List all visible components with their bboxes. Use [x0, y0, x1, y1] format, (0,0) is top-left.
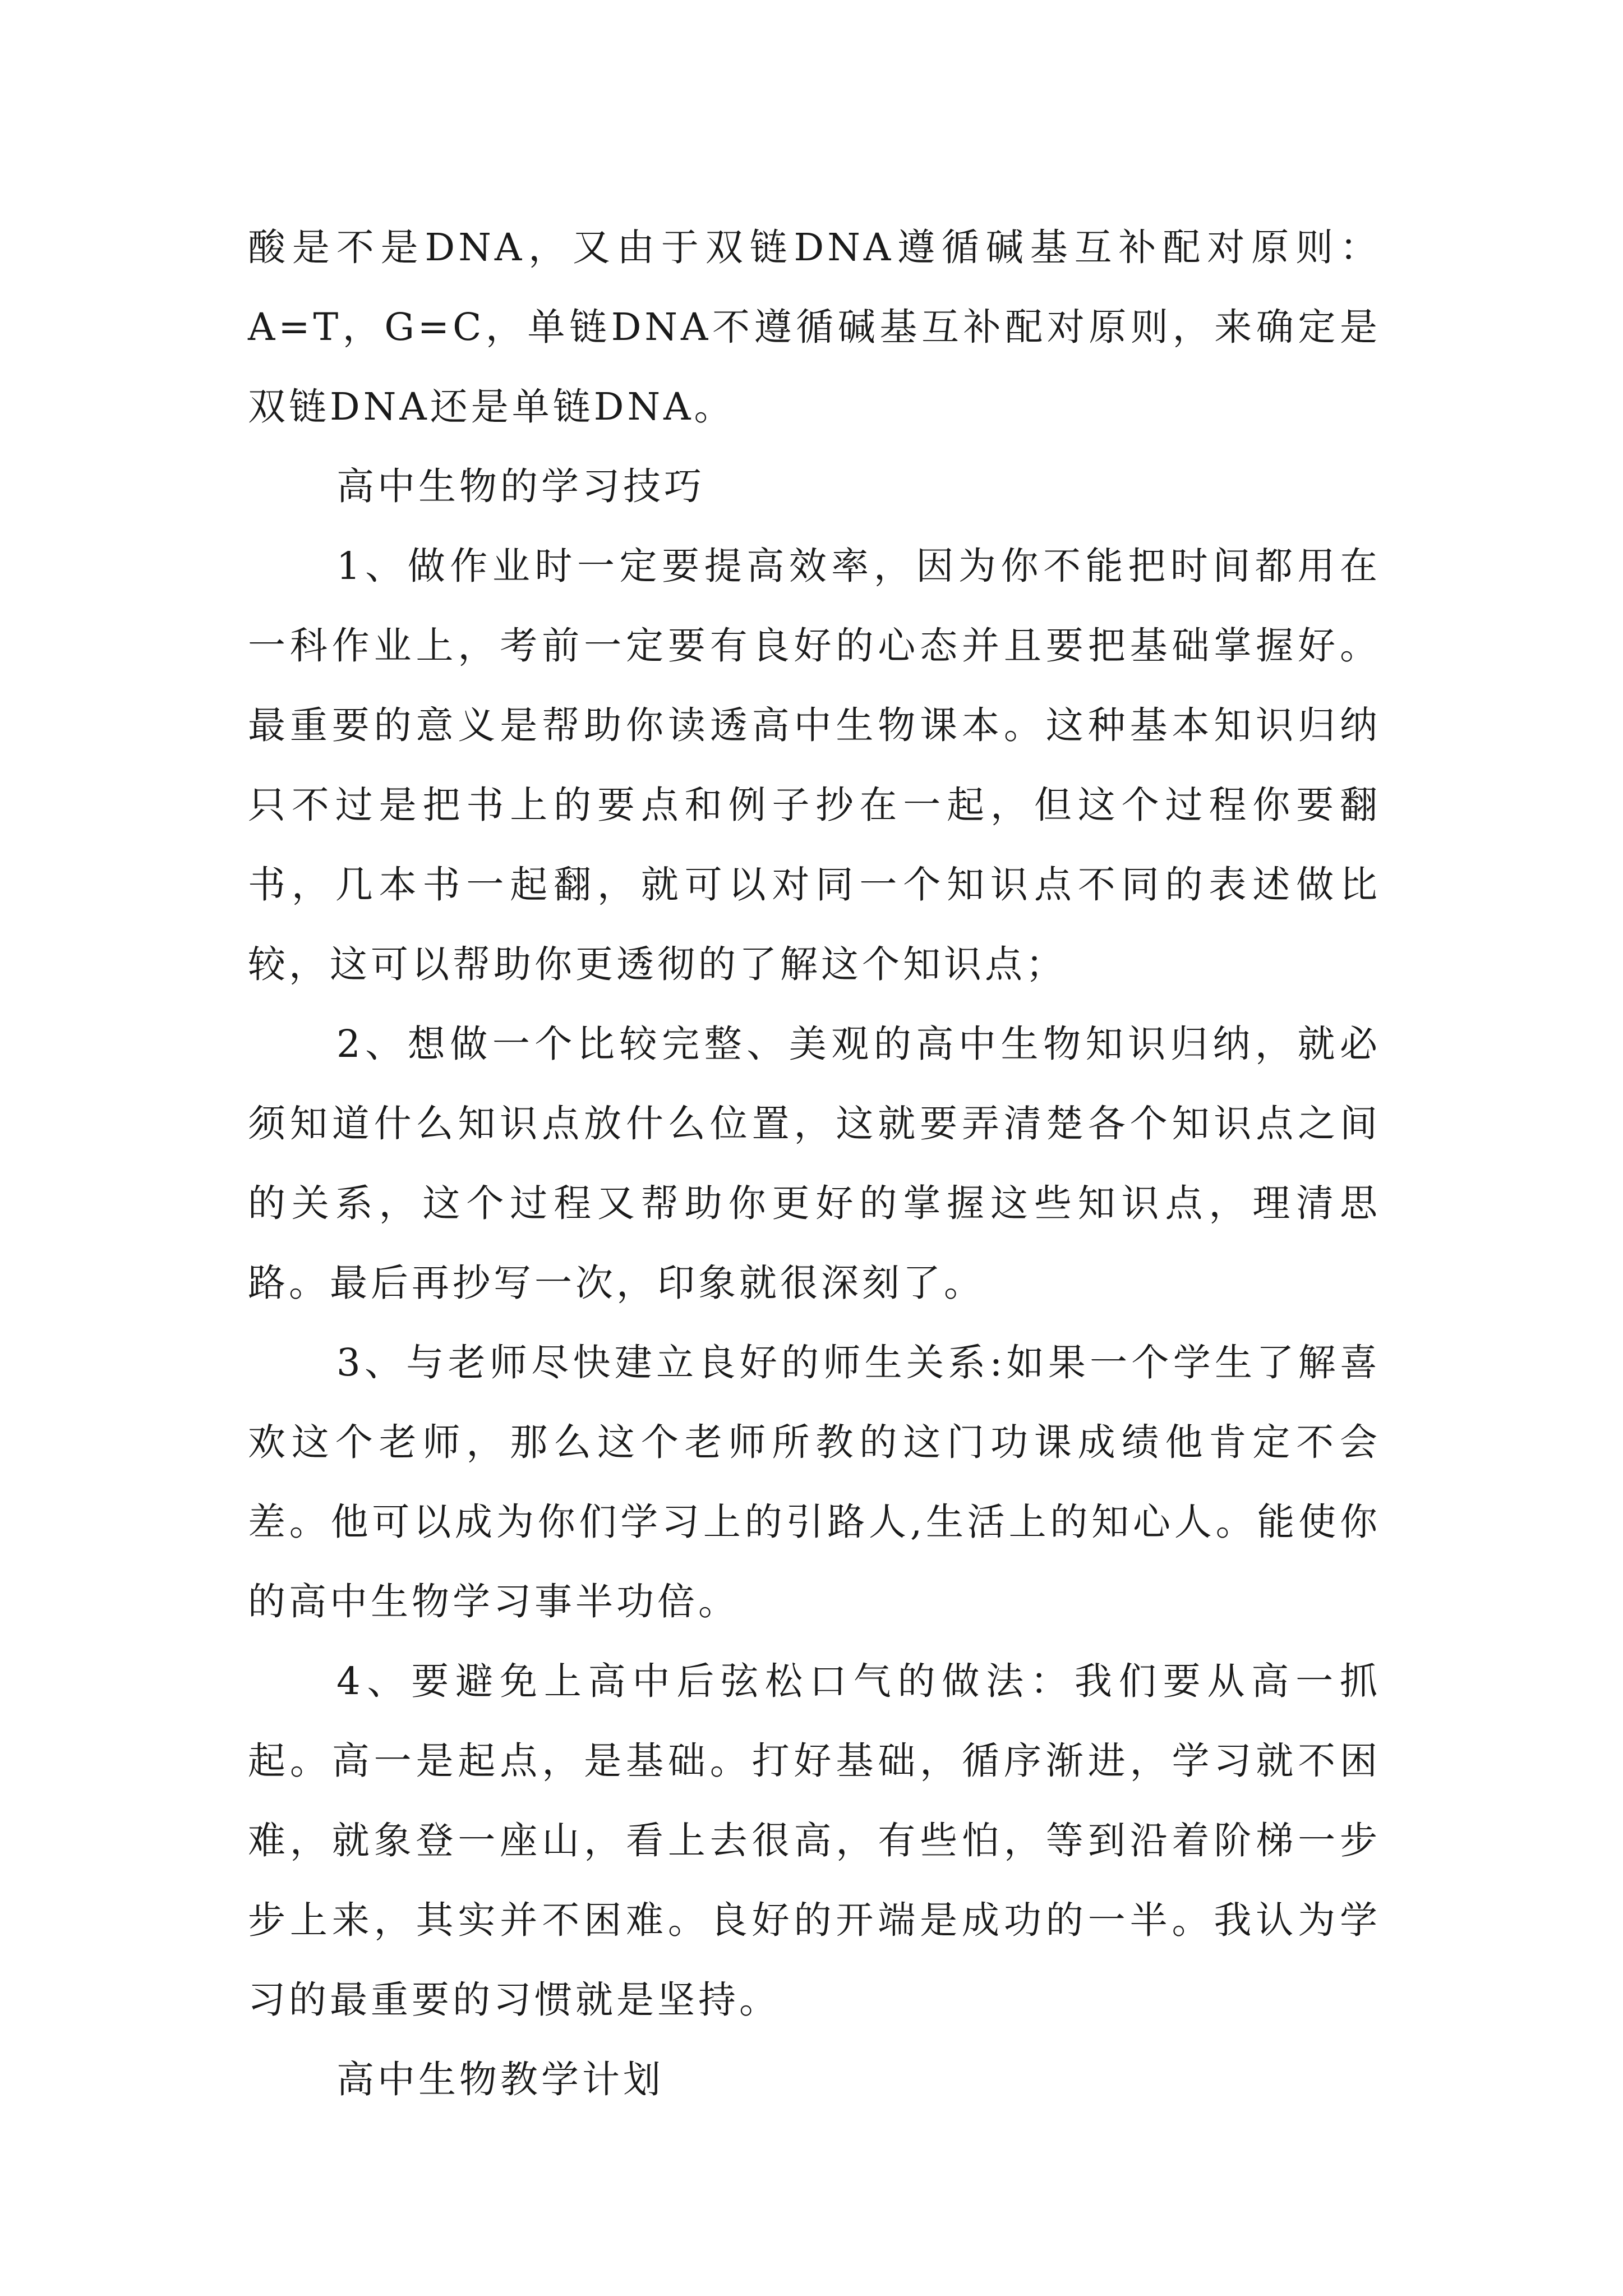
paragraph-tip-3: 3、与老师尽快建立良好的师生关系:如果一个学生了解喜欢这个老师，那么这个老师所教的这门功课成绩他肯定不会差。他可以成为你们学习上的引路人,生活上的知心人。能使你的高中生物学习事半功倍。: [248, 1341, 1381, 1623]
paragraph-tip-2: 2、想做一个比较完整、美观的高中生物知识归纳，就必须知道什么知识点放什么位置，这就要弄清楚各个知识点之间的关系，这个过程又帮助你更好的掌握这些知识点，理清思路。最后再抄写一次，印象就很深刻了。: [248, 1022, 1381, 1305]
paragraph-tip-1: 1、做作业时一定要提高效率，因为你不能把时间都用在一科作业上，考前一定要有良好的心态并且要把基础掌握好。最重要的意义是帮助你读透高中生物课本。这种基本知识归纳只不过是把书上的要点和例子抄在一起，但这个过程你要翻书，几本书一起翻，就可以对同一个知识点不同的表述做比较，这可以帮助你更透彻的了解这个知识点；: [248, 544, 1381, 986]
paragraph-tip-4: 4、要避免上高中后弦松口气的做法：我们要从高一抓起。高一是起点，是基础。打好基础，循序渐进，学习就不困难，就象登一座山，看上去很高，有些怕，等到沿着阶梯一步步上来，其实并不困难。良好的开端是成功的一半。我认为学习的最重要的习惯就是坚持。: [248, 1659, 1381, 2022]
body-text: [248, 208, 1381, 2119]
paragraph-dna-continuation: 酸是不是DNA，又由于双链DNA遵循碱基互补配对原则：A=T，G=C，单链DNA不遵循碱基互补配对原则，来确定是双链DNA还是单链DNA。: [248, 226, 1381, 429]
section-heading-teaching-plan: 高中生物教学计划: [336, 2058, 664, 2101]
section-heading-learning-tips: 高中生物的学习技巧: [336, 464, 705, 508]
